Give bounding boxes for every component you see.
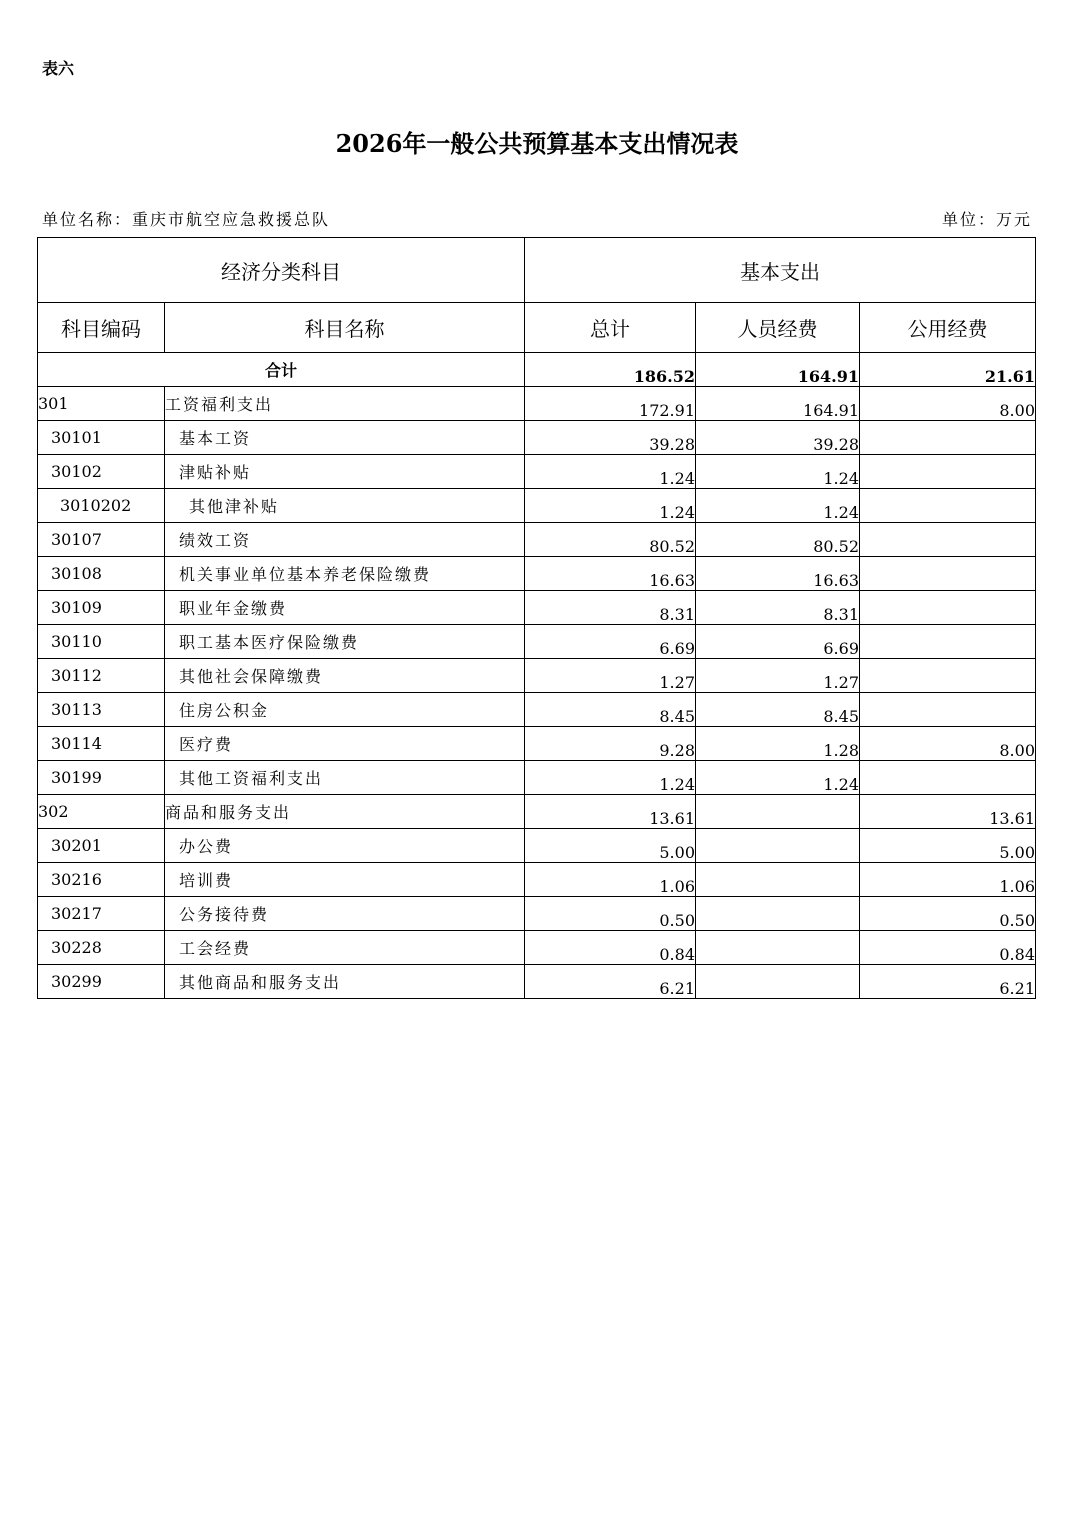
row-code: 30102 — [38, 455, 165, 489]
unit-name: 单位名称：重庆市航空应急救援总队 — [42, 210, 331, 229]
row-name: 工会经费 — [165, 931, 525, 965]
row-name: 公务接待费 — [165, 897, 525, 931]
table-row — [38, 897, 1036, 931]
row-total: 80.52 — [525, 523, 696, 557]
row-total: 8.31 — [525, 591, 696, 625]
row-public: 1.06 — [860, 863, 1036, 897]
row-personnel — [696, 863, 860, 897]
row-personnel: 6.69 — [696, 625, 860, 659]
row-code: 30217 — [38, 897, 165, 931]
table-row — [38, 591, 1036, 625]
header-code: 科目编码 — [38, 303, 165, 353]
row-total: 8.45 — [525, 693, 696, 727]
table-row — [38, 387, 1036, 421]
row-public: 13.61 — [860, 795, 1036, 829]
row-public — [860, 557, 1036, 591]
header-name: 科目名称 — [165, 303, 525, 353]
row-personnel — [696, 965, 860, 999]
table-row — [38, 489, 1036, 523]
row-personnel: 1.24 — [696, 489, 860, 523]
header-basic-expenditure: 基本支出 — [525, 238, 1036, 303]
row-total: 1.24 — [525, 455, 696, 489]
row-name: 办公费 — [165, 829, 525, 863]
row-total: 172.91 — [525, 387, 696, 421]
row-name: 机关事业单位基本养老保险缴费 — [165, 557, 525, 591]
row-name: 商品和服务支出 — [165, 795, 525, 829]
row-personnel: 39.28 — [696, 421, 860, 455]
row-name: 职工基本医疗保险缴费 — [165, 625, 525, 659]
row-total: 6.21 — [525, 965, 696, 999]
table-row — [38, 931, 1036, 965]
table-row — [38, 693, 1036, 727]
row-total: 0.50 — [525, 897, 696, 931]
row-public — [860, 625, 1036, 659]
row-total: 5.00 — [525, 829, 696, 863]
row-public — [860, 421, 1036, 455]
row-personnel: 164.91 — [696, 387, 860, 421]
row-name: 基本工资 — [165, 421, 525, 455]
row-public: 8.00 — [860, 387, 1036, 421]
row-name: 工资福利支出 — [165, 387, 525, 421]
row-public — [860, 455, 1036, 489]
row-name: 其他社会保障缴费 — [165, 659, 525, 693]
row-code: 30216 — [38, 863, 165, 897]
row-personnel — [696, 829, 860, 863]
row-code: 302 — [38, 795, 165, 829]
row-personnel — [696, 931, 860, 965]
row-code: 30199 — [38, 761, 165, 795]
row-total: 6.69 — [525, 625, 696, 659]
row-public — [860, 591, 1036, 625]
row-code: 30228 — [38, 931, 165, 965]
row-name: 职业年金缴费 — [165, 591, 525, 625]
row-personnel: 1.27 — [696, 659, 860, 693]
row-name: 其他津补贴 — [165, 489, 525, 523]
row-public: 6.21 — [860, 965, 1036, 999]
row-total: 16.63 — [525, 557, 696, 591]
row-personnel: 8.31 — [696, 591, 860, 625]
row-name: 其他工资福利支出 — [165, 761, 525, 795]
budget-table — [37, 237, 1036, 999]
header-total: 总计 — [525, 303, 696, 353]
row-code: 3010202 — [38, 489, 165, 523]
row-name: 绩效工资 — [165, 523, 525, 557]
table-row — [38, 795, 1036, 829]
total-public: 21.61 — [860, 353, 1036, 387]
header-personnel: 人员经费 — [696, 303, 860, 353]
row-personnel — [696, 795, 860, 829]
row-public — [860, 489, 1036, 523]
unit-label: 单位：万元 — [941, 210, 1032, 229]
row-code: 30101 — [38, 421, 165, 455]
row-personnel: 16.63 — [696, 557, 860, 591]
row-name: 住房公积金 — [165, 693, 525, 727]
table-row — [38, 761, 1036, 795]
row-code: 30110 — [38, 625, 165, 659]
table-tag: 表六 — [42, 59, 75, 78]
row-code: 30201 — [38, 829, 165, 863]
row-personnel: 1.24 — [696, 761, 860, 795]
row-code: 30112 — [38, 659, 165, 693]
row-name: 津贴补贴 — [165, 455, 525, 489]
row-total: 1.24 — [525, 489, 696, 523]
row-total: 39.28 — [525, 421, 696, 455]
row-personnel: 8.45 — [696, 693, 860, 727]
page-title: 2026年一般公共预算基本支出情况表 — [335, 129, 739, 158]
row-public — [860, 659, 1036, 693]
table-row — [38, 863, 1036, 897]
total-row — [38, 353, 1036, 387]
row-personnel: 1.24 — [696, 455, 860, 489]
row-code: 30114 — [38, 727, 165, 761]
row-total: 0.84 — [525, 931, 696, 965]
row-public — [860, 693, 1036, 727]
row-public: 8.00 — [860, 727, 1036, 761]
row-total: 1.27 — [525, 659, 696, 693]
table-row — [38, 727, 1036, 761]
row-public — [860, 761, 1036, 795]
row-code: 30109 — [38, 591, 165, 625]
table-row — [38, 829, 1036, 863]
table-row — [38, 455, 1036, 489]
row-personnel: 80.52 — [696, 523, 860, 557]
row-total: 1.24 — [525, 761, 696, 795]
row-name: 其他商品和服务支出 — [165, 965, 525, 999]
header-public: 公用经费 — [860, 303, 1036, 353]
row-code: 30108 — [38, 557, 165, 591]
row-code: 30113 — [38, 693, 165, 727]
table-row — [38, 557, 1036, 591]
row-public: 0.50 — [860, 897, 1036, 931]
row-public: 0.84 — [860, 931, 1036, 965]
table-row — [38, 659, 1036, 693]
header-economic-category: 经济分类科目 — [38, 238, 525, 303]
row-code: 30107 — [38, 523, 165, 557]
table-row — [38, 625, 1036, 659]
row-total: 1.06 — [525, 863, 696, 897]
row-name: 培训费 — [165, 863, 525, 897]
table-row — [38, 965, 1036, 999]
row-personnel — [696, 897, 860, 931]
row-code: 301 — [38, 387, 165, 421]
total-total: 186.52 — [525, 353, 696, 387]
row-code: 30299 — [38, 965, 165, 999]
row-public — [860, 523, 1036, 557]
total-personnel: 164.91 — [696, 353, 860, 387]
row-name: 医疗费 — [165, 727, 525, 761]
total-label: 合计 — [38, 353, 525, 387]
row-total: 13.61 — [525, 795, 696, 829]
row-public: 5.00 — [860, 829, 1036, 863]
table-row — [38, 421, 1036, 455]
row-personnel: 1.28 — [696, 727, 860, 761]
table-row — [38, 523, 1036, 557]
row-total: 9.28 — [525, 727, 696, 761]
